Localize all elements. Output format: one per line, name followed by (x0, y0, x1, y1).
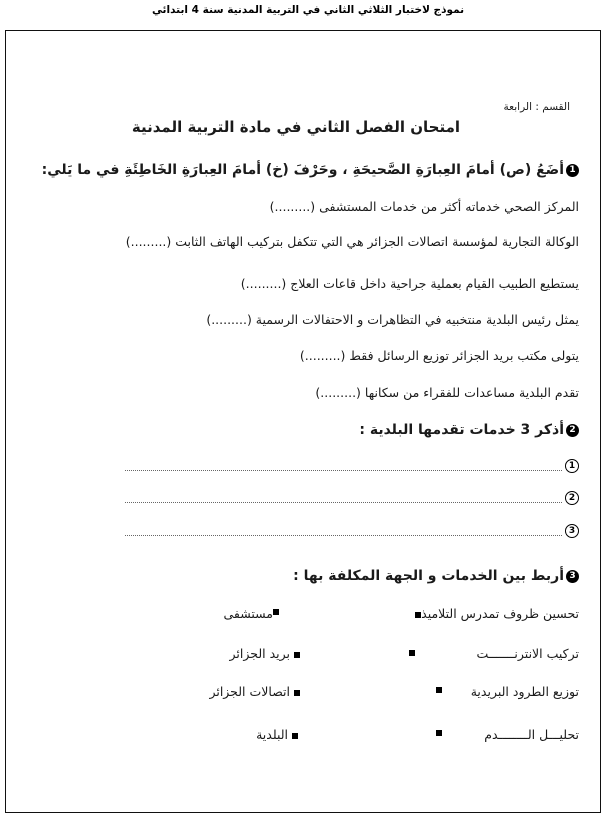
bullet-icon[interactable] (294, 690, 300, 696)
service-item-1 (415, 606, 579, 621)
class-label: القسم : الرابعة (503, 101, 570, 113)
question-2-heading (359, 422, 579, 438)
question-3-heading (293, 568, 579, 584)
service-item-4 (484, 727, 579, 742)
bullet-icon[interactable] (436, 730, 442, 736)
bullet-icon[interactable] (273, 609, 279, 615)
question-1-heading (42, 162, 579, 178)
answer-line-2[interactable] (125, 490, 579, 506)
answer-line-1[interactable] (125, 458, 579, 474)
entity-label: بريد الجزائر (229, 646, 291, 661)
bullet-icon[interactable] (409, 650, 415, 656)
question-3-instruction: أربط بين الخدمات و الجهة المكلفة بها : (293, 568, 564, 584)
statement-3: يستطيع الطبيب القيام بعملية جراحية داخل قاعات العلاج (.........) (240, 276, 579, 291)
circled-number-2: 2 (565, 491, 579, 505)
bullet-icon[interactable] (436, 687, 442, 693)
statement-6: تقدم البلدية مساعدات للفقراء من سكانها (.........) (315, 385, 579, 400)
entity-label: مستشفى (223, 606, 273, 621)
service-item-2 (477, 646, 579, 661)
circled-number-3: 3 (565, 524, 579, 538)
entity-item-1 (223, 606, 279, 621)
entity-item-3 (209, 684, 300, 699)
bullet-icon[interactable] (294, 652, 300, 658)
dotted-answer-field[interactable] (125, 526, 562, 536)
statement-1: المركز الصحي خدماته أكثر من خدمات المستشفى (.........) (269, 199, 579, 214)
entity-item-4 (256, 727, 298, 742)
statement-5: يتولى مكتب بريد الجزائر توزيع الرسائل فقط (.........) (299, 348, 579, 363)
statement-4: يمثل رئيس البلدية منتخبيه في التظاهرات و الاحتفالات الرسمية (.........) (206, 312, 579, 327)
bullet-icon[interactable] (292, 733, 298, 739)
question-number-badge: 1 (566, 164, 579, 177)
entity-label: اتصالات الجزائر (209, 684, 291, 699)
entity-label: البلدية (256, 727, 289, 742)
service-item-3 (471, 684, 579, 699)
service-label: توزيع الطرود البريدية (470, 684, 579, 699)
circled-number-1: 1 (565, 459, 579, 473)
question-number-badge: 3 (566, 570, 579, 583)
dotted-answer-field[interactable] (125, 461, 562, 471)
answer-line-3[interactable] (125, 523, 579, 539)
question-2-instruction: أذكر 3 خدمات تقدمها البلدية : (359, 422, 564, 438)
question-1-instruction: أضَعُ (ص) أمامَ العِبارَةِ الصَّحيحَةِ ، وحَرْفَ (خ) أمامَ العِبارَةِ الخَاطِئَةِ في ما يَلي: (41, 162, 564, 178)
page-title: نموذج لاختبار الثلاثي الثاني في التربية المدنية سنة 4 ابتدائي (151, 4, 465, 16)
dotted-answer-field[interactable] (125, 493, 562, 503)
entity-item-2 (230, 646, 300, 661)
statement-2: الوكالة التجارية لمؤسسة اتصالات الجزائر هي التي تتكفل بتركيب الهاتف الثابت (.........) (125, 234, 579, 249)
service-label: تحسين ظروف تمدرس التلاميذ (421, 606, 579, 621)
service-label: تحليـــل الــــــــدم (484, 727, 579, 742)
service-label: تركيب الانترنـــــــت (476, 646, 579, 661)
exam-title: امتحان الفصل الثاني في مادة التربية المدنية (131, 118, 460, 136)
question-number-badge: 2 (566, 424, 579, 437)
